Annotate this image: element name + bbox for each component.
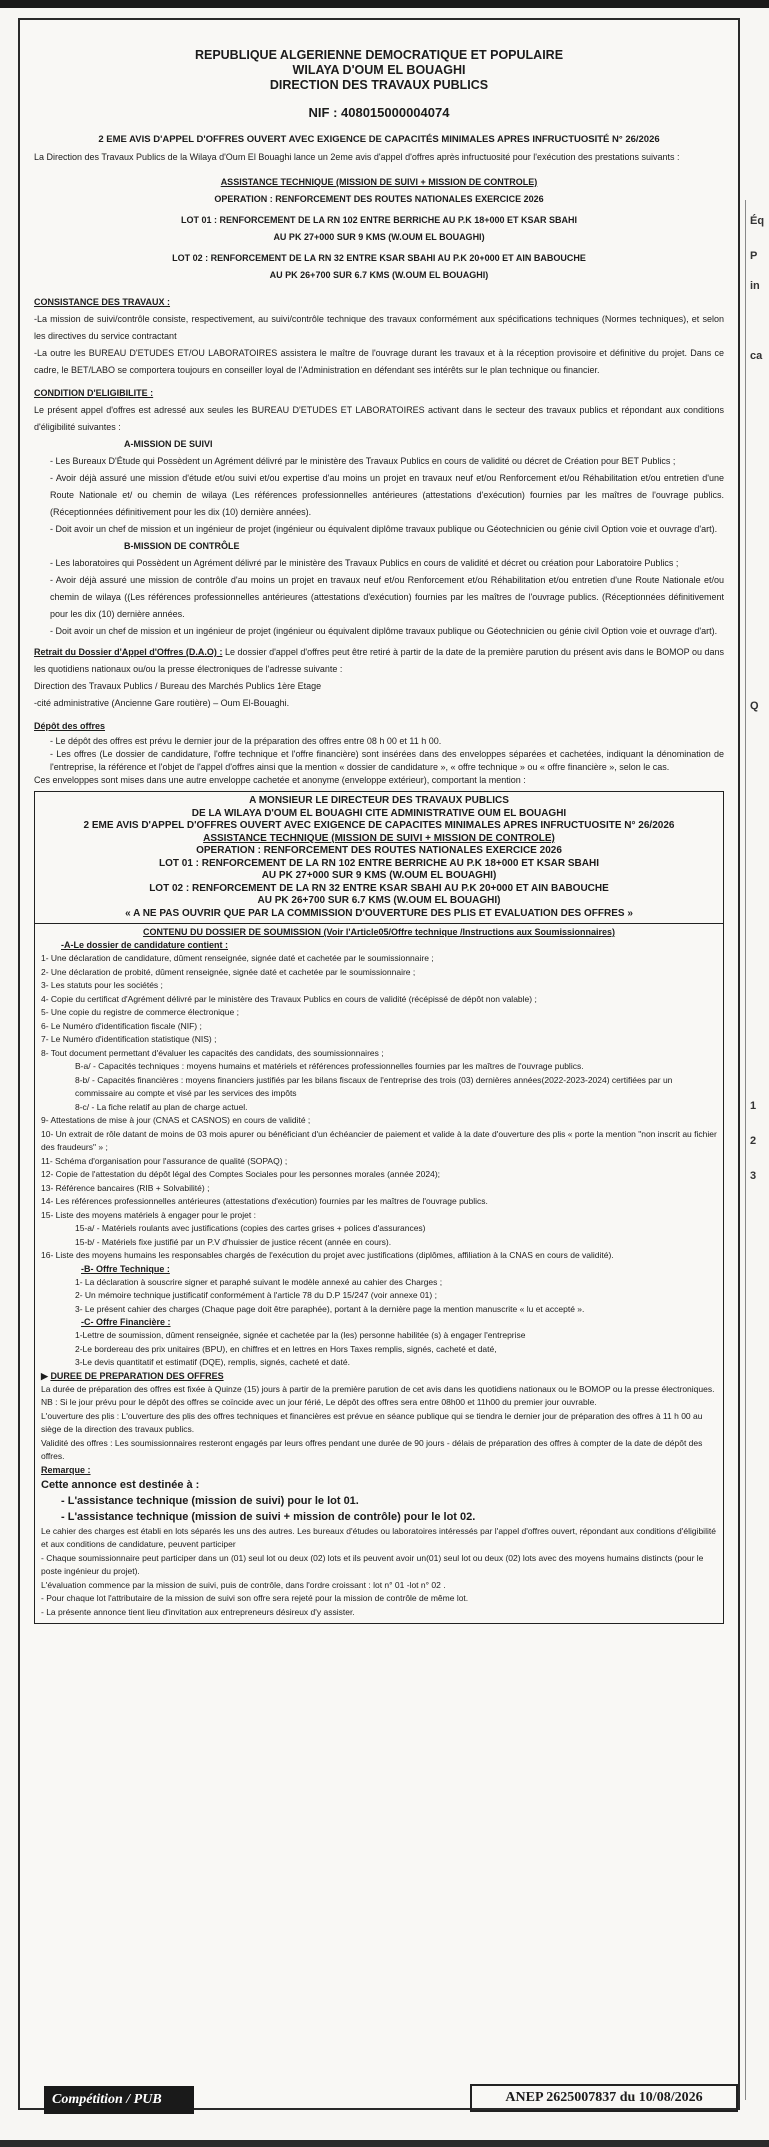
candidature-item: 12- Copie de l'attestation du dépôt légal des Comptes Sociales pour les personnes morales (année 2024);: [41, 1169, 441, 1179]
offre-technique-item: 3- Le présent cahier des charges (Chaque page doit être paraphée), portant à la dernière page la mention manuscrite « lu et accepté ».: [75, 1303, 585, 1314]
header-wilaya: WILAYA D'OUM EL BOUAGHI: [292, 63, 466, 77]
final-note: - Chaque soumissionnaire peut participer dans un (01) seul lot ou deux (02) lots et ils peuvent avoir un(01) seul lot ou deux (02) lots avec des moyens humains distincts (pour le poste ingénieur du projet).: [41, 1552, 704, 1576]
retrait-address-1: Direction des Travaux Publics / Bureau des Marchés Publics 1ère Etage: [34, 681, 322, 691]
candidature-item: 6- Le Numéro d'identification fiscale (NIF) ;: [41, 1020, 202, 1031]
eligibilite-a1: - Les Bureaux D'Étude qui Possèdent un Agrément délivré par le ministère des Travaux Publics en cours de validité ou décret de Création pour BET Publics ;: [50, 456, 676, 466]
candidature-item: 10- Un extrait de rôle datant de moins de 03 mois apurer ou bénéficiant d'un échéancier de paiement et valide à la date d'ouverture des plis « porte la mention "non inscrit au fichier des fraudeurs" » ;: [41, 1128, 717, 1152]
header-block: [34, 48, 724, 93]
strip-text: P: [750, 250, 758, 262]
candidature-item: 8-c/ - La fiche relatif au plan de charge actuel.: [75, 1101, 248, 1112]
adjacent-column-strip: [745, 200, 769, 2100]
eligibilite-a2: - Avoir déjà assuré une mission d'étude et/ou suivi et/ou expertise d'au moins un projet en travaux neuf et/ou Renforcement et/ou Réhabilitation et/ou entretien d'une Route Nationale et/ ou chemin de wilaya (Les références professionnelles antérieures (attestations d'exécution) fournies par les maîtres de l'ouvrage publics. (Réceptionnées définitivement pour les dix (10) dernière années).: [50, 473, 724, 517]
duree-heading: [41, 1370, 717, 1383]
depot-line-2: - Les offres (Le dossier de candidature, l'offre technique et l'offre financière) sont insérées dans des enveloppes séparées et cachetées, indiquant la dénomination de l'entreprise, la référence et l'objet de l'appel d'offres ainsi que la mention « dossier de candidature », « offre technique » ou « offre financière », selon le cas.: [50, 749, 724, 772]
offre-financiere-title: -C- Offre Financière :: [81, 1317, 171, 1327]
strip-text: 2: [750, 1135, 757, 1147]
candidature-item: 8- Tout document permettant d'évaluer les capacités des candidats, des soumissionnaires ;: [41, 1047, 384, 1058]
retrait-text: Le dossier d'appel d'offres peut être retiré à partir de la date de la première parution du présent avis dans le BOMOP ou dans les quotidiens nationaux ou/ou la presse électroniques de l'adresse suivante :: [34, 647, 725, 674]
lot1-line-b: AU PK 27+000 SUR 9 KMS (W.OUM EL BOUAGHI): [273, 232, 485, 242]
header-republic: REPUBLIQUE ALGERIENNE DEMOCRATIQUE ET POPULAIRE: [194, 48, 564, 62]
remarque-title: Remarque :: [41, 1464, 91, 1475]
assistance-title: ASSISTANCE TECHNIQUE (MISSION DE SUIVI + MISSION DE CONTROLE): [220, 177, 538, 187]
destinee-title: Cette annonce est destinée à :: [41, 1478, 200, 1491]
final-note: - La présente annonce tient lieu d'invitation aux entrepreneurs désireux d'y assister.: [41, 1606, 355, 1617]
depot-title: Dépôt des offres: [34, 721, 106, 731]
offre-financiere-item: 3-Le devis quantitatif et estimatif (DQE), remplis, signés, cacheté et daté.: [75, 1357, 350, 1367]
box-line-6: LOT 01 : RENFORCEMENT DE LA RN 102 ENTRE BERRICHE AU P.K 18+000 ET KSAR SBAHI: [159, 857, 599, 869]
mission-controle-title: B-MISSION DE CONTRÔLE: [124, 541, 240, 551]
box-line-9: AU PK 26+700 SUR 6.7 KMS (W.OUM EL BOUAGHI): [257, 895, 501, 906]
candidature-item: 14- Les références professionnelles antérieures (attestations d'exécution) fournies par les maîtres de l'ouvrage publics.: [41, 1196, 488, 1206]
operation-title: OPERATION : RENFORCEMENT DES ROUTES NATIONALES EXERCICE 2026: [214, 194, 544, 204]
box-line-2: DE LA WILAYA D'OUM EL BOUAGHI CITE ADMINISTRATIVE OUM EL BOUAGHI: [191, 807, 567, 819]
candidature-item: 15-b/ - Matériels fixe justifié par un P.V d'huissier de justice récent (année en cours).: [75, 1236, 392, 1247]
depot-line-1: - Le dépôt des offres est prévu le dernier jour de la préparation des offres entre 08 h 00 et 11 h 00.: [50, 736, 442, 746]
offre-technique-item: 2- Un mémoire technique justificatif conformément à l'article 78 du D.P 15/247 (voir annexe 01) ;: [75, 1290, 437, 1300]
candidature-item: 3- Les statuts pour les sociétés ;: [41, 980, 163, 990]
offre-technique-title: -B- Offre Technique :: [81, 1263, 170, 1274]
candidature-item: 5- Une copie du registre de commerce électronique ;: [41, 1007, 239, 1017]
retrait-paragraph: [34, 644, 724, 678]
retrait-address-2: -cité administrative (Ancienne Gare routière) – Oum El-Bouaghi.: [34, 698, 290, 708]
mission-suivi-title: A-MISSION DE SUIVI: [124, 439, 213, 449]
candidature-items-list: [41, 952, 717, 1263]
strip-text: Q: [750, 700, 759, 712]
candidature-item: 11- Schéma d'organisation pour l'assurance de qualité (SOPAQ) ;: [41, 1155, 288, 1166]
depot-line-3: Ces enveloppes sont mises dans une autre enveloppe cachetée et anonyme (enveloppe extérieur), comportant la mention :: [34, 775, 526, 785]
candidature-item: 7- Le Numéro d'identification statistique (NIS) ;: [41, 1034, 217, 1044]
candidature-item: 4- Copie du certificat d'Agrément délivré par le ministère des Travaux Publics en cours de validité (récépissé de dépôt non valable) ;: [41, 993, 537, 1004]
candidature-item: 2- Une déclaration de probité, dûment renseignée, signée daté et cachetée par le soumissionnaire ;: [41, 966, 416, 977]
lot2-line-b: AU PK 26+700 SUR 6.7 KMS (W.OUM EL BOUAGHI): [269, 270, 489, 280]
arrow-right-icon: ▶: [41, 1370, 48, 1381]
final-notes-list: [41, 1525, 717, 1620]
offre-technique-item: 1- La déclaration à souscrire signer et paraphé suivant le modèle annexé au cahier des Charges ;: [75, 1276, 443, 1287]
header-direction: DIRECTION DES TRAVAUX PUBLICS: [269, 78, 489, 92]
eligibilite-b1: - Les laboratoires qui Possèdent un Agrément délivré par le ministère des Travaux Publics en cours de validité et décret ou création pour Laboratoire Publics ;: [50, 558, 679, 568]
competition-pub-tag: Compétition / PUB: [44, 2086, 194, 2114]
candidature-item: 1- Une déclaration de candidature, dûment renseignée, signée daté et cachetée par le soumissionnaire ;: [41, 953, 434, 963]
candidature-item: 15-a/ - Matériels roulants avec justifications (copies des cartes grises + polices d'assurances): [75, 1223, 426, 1233]
contenu-title: CONTENU DU DOSSIER DE SOUMISSION (Voir l'Article05/Offre technique /Instructions aux Soumissionnaires): [142, 927, 616, 937]
final-note: L'évaluation commence par la mission de suivi, puis de contrôle, dans l'ordre croissant : lot n° 01 -lot n° 02 .: [41, 1579, 446, 1590]
eligibilite-a3: - Doit avoir un chef de mission et un ingénieur de projet (ingénieur ou équivalent diplôme travaux publique ou Géotechnicien ou génie civil Option voie et ouvrage d'art).: [50, 524, 718, 534]
candidature-item: B-a/ - Capacités techniques : moyens humains et matériels et références professionnelles fournies par les maîtres de l'ouvrage publics.: [75, 1061, 584, 1071]
box-line-5: OPERATION : RENFORCEMENT DES ROUTES NATIONALES EXERCICE 2026: [196, 845, 562, 856]
candidature-item: 9- Attestations de mise à jour (CNAS et CASNOS) en cours de validité ;: [41, 1115, 311, 1125]
destinee-line-1: - L'assistance technique (mission de suivi) pour le lot 01.: [61, 1494, 359, 1507]
strip-text: in: [750, 280, 760, 292]
eligibilite-title: CONDITION D'ELIGIBILITE :: [34, 388, 154, 398]
offre-technique-list: [41, 1276, 717, 1317]
lot1-line-a: LOT 01 : RENFORCEMENT DE LA RN 102 ENTRE BERRICHE AU P.K 18+000 ET KSAR SBAHI: [181, 215, 577, 225]
consistance-title: CONSISTANCE DES TRAVAUX :: [34, 297, 171, 307]
final-note: Le cahier des charges est établi en lots séparés les uns des autres. Les bureaux d'études ou laboratoires intéressés par l'appel d'offres ouvert, répondant aux conditions d'éligibilité et aux conditions de candidature, peuvent participer: [41, 1525, 716, 1549]
box-line-3: 2 EME AVIS D'APPEL D'OFFRES OUVERT AVEC EXIGENCE DE CAPACITES MINIMALES APRES INFRUCTUOSITE N° 26/2026: [83, 820, 675, 831]
nb-text: NB : Si le jour prévu pour le dépôt des offres se coïncide avec un jour férié, Le dépôt des offres sera entre 08h00 et 11h00 du premier jour ouvrable.: [41, 1397, 597, 1407]
offre-financiere-item: 1-Lettre de soumission, dûment renseignée, signée et cachetée par la (les) personne habilitée (s) à engager l'entreprise: [75, 1330, 526, 1340]
box-line-10: « A NE PAS OUVRIR QUE PAR LA COMMISSION D'OUVERTURE DES PLIS ET EVALUATION DES OFFRES »: [125, 907, 633, 919]
candidature-title: -A-Le dossier de candidature contient :: [61, 940, 229, 950]
consistance-p1: -La mission de suivi/contrôle consiste, respectivement, au suivi/contrôle technique des travaux conformément aux spécifications techniques (Normes techniques), et selon les directives du service contractant: [34, 314, 724, 341]
anep-reference: ANEP 2625007837 du 10/08/2026: [470, 2084, 738, 2112]
strip-text: ca: [750, 350, 763, 362]
box-line-8: LOT 02 : RENFORCEMENT DE LA RN 32 ENTRE KSAR SBAHI AU P.K 20+000 ET AIN BABOUCHE: [149, 882, 609, 894]
validite-text: Validité des offres : Les soumissionnaires resteront engagés par leurs offres pendant une durée de 90 jours - délais de préparation des offres à compter de la date de dépôt des offres.: [41, 1437, 703, 1461]
contenu-section: [34, 924, 724, 1624]
box-line-4: ASSISTANCE TECHNIQUE (MISSION DE SUIVI + MISSION DE CONTROLE): [203, 832, 555, 844]
eligibilite-b2: - Avoir déjà assuré une mission de contrôle d'au moins un projet en travaux neuf et/ou Renforcement et/ou Réhabilitation et/ou entretien d'une Route Nationale et/ou chemin de wilaya ((Les références professionnelles antérieures (attestations d'exécution) fournies par les maîtres de l'ouvrage publics. (Réceptionnées définitivement pour les dix (10) dernière années.: [50, 575, 724, 619]
strip-text: 1: [750, 1100, 757, 1112]
duree-text: La durée de préparation des offres est fixée à Quinze (15) jours à partir de la première parution de cet avis dans les quotidiens nationaux ou le BOMOP ou la presse électroniques.: [41, 1383, 715, 1394]
destinee-line-2: - L'assistance technique (mission de suivi + mission de contrôle) pour le lot 02.: [61, 1510, 476, 1523]
ouverture-text: L'ouverture des plis : L'ouverture des plis des offres techniques et financières est prévue en séance publique qui se tiendra le dernier jour de préparation des offres à 11 h 00 au siège de la direction des travaux publics.: [41, 1410, 703, 1434]
lot2-line-a: LOT 02 : RENFORCEMENT DE LA RN 32 ENTRE KSAR SBAHI AU P.K 20+000 ET AIN BABOUCHE: [172, 253, 586, 263]
avis-intro: La Direction des Travaux Publics de la Wilaya d'Oum El Bouaghi lance un 2eme avis d'appel d'offres après infructuosité pour l'exécution des prestations suivants :: [34, 152, 680, 162]
offre-financiere-item: 2-Le bordereau des prix unitaires (BPU), en chiffres et en lettres en Hors Taxes remplis, signés, cacheté et daté,: [75, 1343, 497, 1354]
nif-number: NIF : 408015000004074: [308, 105, 450, 120]
strip-text: Éq: [750, 215, 765, 227]
candidature-item: 13- Référence bancaires (RIB + Solvabilité) ;: [41, 1182, 210, 1193]
box-line-7: AU PK 27+000 SUR 9 KMS (W.OUM EL BOUAGHI): [261, 870, 497, 881]
top-black-bar: [0, 0, 769, 8]
eligibilite-b3: - Doit avoir un chef de mission et un ingénieur de projet (ingénieur ou équivalent diplôme travaux publique ou Géotechnicien ou génie civil Option voie et ouvrage d'art).: [50, 626, 718, 636]
eligibilite-intro: Le présent appel d'offres est adressé aux seules les BUREAU D'ETUDES ET LABORATOIRES activant dans le secteur des travaux publics et répondant aux conditions d'éligibilité suivantes :: [34, 405, 724, 432]
candidature-item: 15- Liste des moyens matériels à engager pour le projet :: [41, 1209, 256, 1220]
announcement-page: [18, 18, 740, 2110]
box-line-1: A MONSIEUR LE DIRECTEUR DES TRAVAUX PUBLICS: [249, 795, 509, 806]
candidature-item: 8-b/ - Capacités financières : moyens financiers justifiés par les bilans fiscaux de l'entreprise des trois (03) dernières années(2022-2023-2024) certifiées par un commissaire au compte et visé par les services des impôts: [75, 1074, 673, 1098]
avis-title: 2 EME AVIS D'APPEL D'OFFRES OUVERT AVEC EXIGENCE DE CAPACITÉS MINIMALES APRES INFRUCTUOSITÉ N° 26/2026: [98, 134, 660, 145]
consistance-p2: -La outre les BUREAU D'ETUDES ET/OU LABORATOIRES assistera le maître de l'ouvrage durant les travaux et à la réception provisoire et définitive du projet. Dans ce cadre, le BET/LABO se comportera toujours en conseiller loyal de l'Administration en défendant ses intérêts sur le plan technique ou financier.: [34, 348, 724, 375]
retrait-title: Retrait du Dossier d'Appel d'Offres (D.A.O) :: [34, 647, 223, 657]
final-note: - Pour chaque lot l'attributaire de la mission de suivi son offre sera rejeté pour la mission de contrôle de même lot.: [41, 1593, 469, 1603]
envelope-mention-box: [34, 791, 724, 924]
duree-title: DUREE DE PREPARATION DES OFFRES: [50, 1370, 224, 1381]
strip-text: 3: [750, 1170, 757, 1182]
candidature-item: 16- Liste des moyens humains les responsables chargés de l'exécution du projet avec justifications (diplômes, affiliation à la CNAS en cours de validité).: [41, 1250, 614, 1260]
bottom-rule: [0, 2140, 769, 2147]
offre-financiere-list: [41, 1329, 717, 1370]
